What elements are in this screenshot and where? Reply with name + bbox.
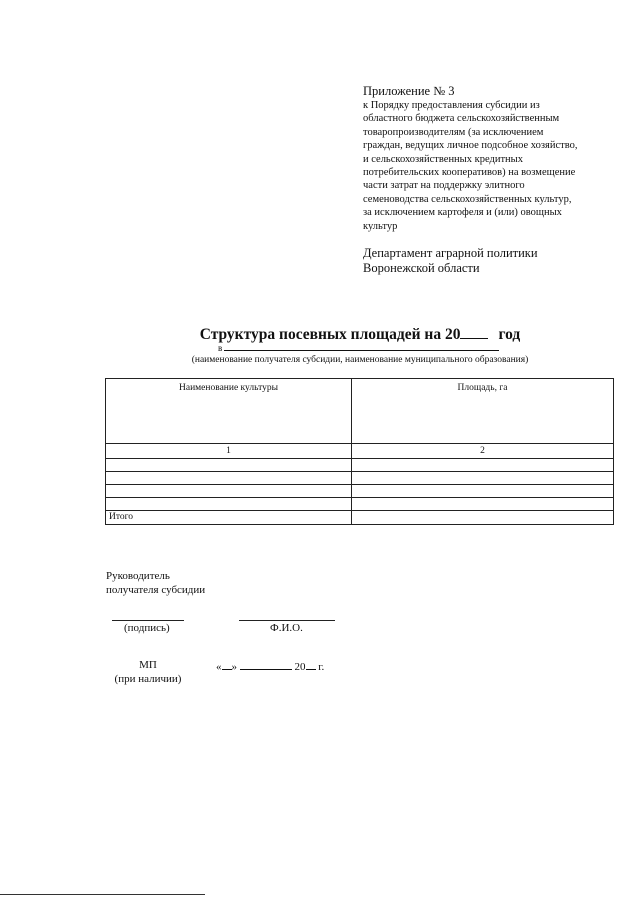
name-blank [239,620,335,621]
department-line-1: Департамент аграрной политики [363,246,538,260]
head-line-2: получателя субсидии [106,584,206,596]
table-cell [106,485,352,498]
stamp-note: (при наличии) [114,672,182,685]
date-suffix: г. [318,661,325,673]
appendix-line: к Порядку предоставления субсидии из [363,100,540,111]
recipient-caption: (наименование получателя субсидии, наименование муниципального образования) [191,355,529,365]
appendix-line: потребительских кооперативов) на возмещение [363,167,576,179]
year-blank-2 [306,659,316,670]
day-blank [222,659,232,670]
appendix-line: граждан, ведущих личное подсобное хозяйство, [363,140,578,152]
in-label: в [218,343,223,353]
recipient-line [218,341,499,354]
table-cell [106,459,352,472]
appendix-line: и сельскохозяйственных кредитных [363,153,523,165]
stamp-block [110,659,186,686]
total-label: Итого [106,511,352,525]
head-line-1: Руководитель [106,570,170,582]
month-blank [240,659,292,670]
table-number-row [106,444,614,459]
table-total-row [106,511,614,525]
table-row [106,472,614,485]
table-cell [352,498,614,511]
appendix-line: части затрат на поддержку элитного [363,180,525,192]
footnote-rule [0,894,205,895]
appendix-line: за исключением картофеля и (или) овощных [363,207,562,219]
area-table [105,378,614,525]
table-cell [352,485,614,498]
department-block [363,246,538,276]
date-close-quote: » [231,661,237,673]
year-blank [460,326,488,339]
signature-blank [112,620,184,621]
appendix-title: Приложение № 3 [363,84,455,98]
date-line [216,659,324,673]
table-cell [106,498,352,511]
table-header-row [106,379,614,444]
column-header-area: Площадь, га [352,379,614,444]
signature-label: (подпись) [124,622,170,634]
department-line-2: Воронежской области [363,261,480,275]
column-header-crop: Наименование культуры [106,379,352,444]
form-title-prefix: Структура посевных площадей на 20 [199,326,461,343]
table-cell [352,459,614,472]
date-year: 20 [294,661,306,673]
stamp-label: МП [139,659,157,671]
table-row [106,459,614,472]
table-cell [106,472,352,485]
form-title-suffix: год [498,326,521,343]
date-open-quote: « [216,661,222,673]
recipient-blank [224,341,499,351]
column-number-1: 1 [106,444,352,459]
column-number-2: 2 [352,444,614,459]
name-label: Ф.И.О. [270,622,303,634]
appendix-line: культур [363,220,398,232]
total-value [352,511,614,525]
appendix-line: областного бюджета сельскохозяйственным [363,113,560,125]
appendix-line: товаропроизводителям (за исключением [363,126,544,138]
appendix-line: семеноводства сельскохозяйственных культур, [363,193,572,205]
table-cell [352,472,614,485]
appendix-block [363,84,628,233]
table-row [106,485,614,498]
head-block [106,569,205,597]
table-row [106,498,614,511]
